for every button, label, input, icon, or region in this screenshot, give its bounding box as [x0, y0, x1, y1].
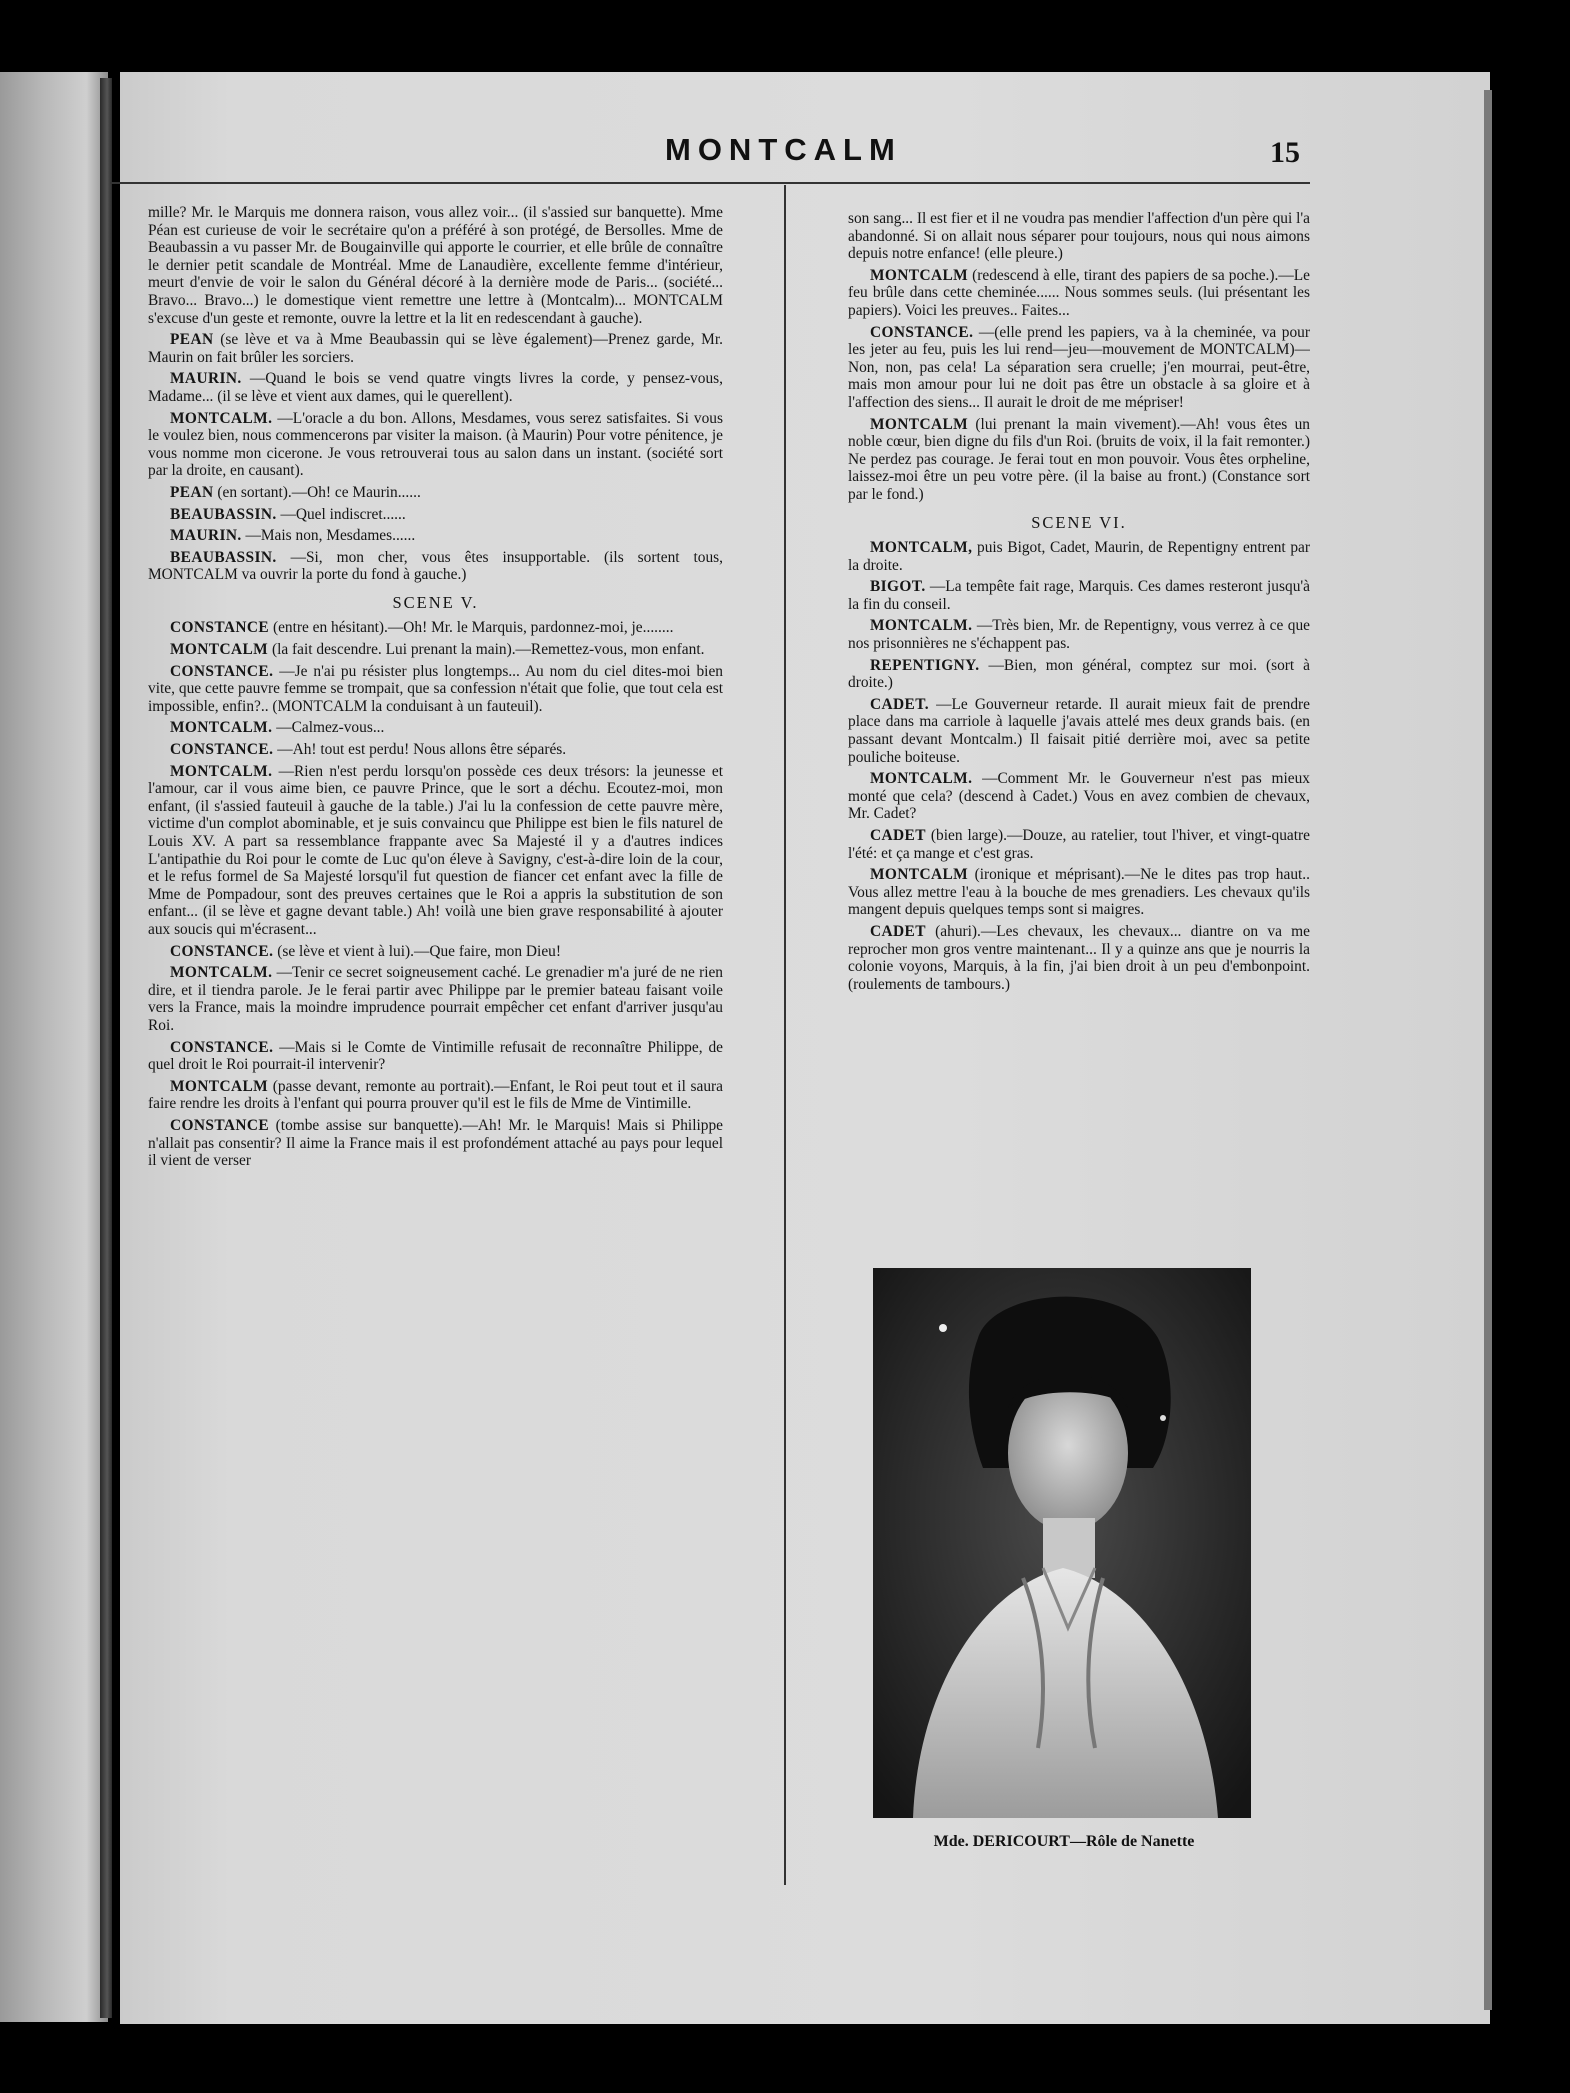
- speaker-name: MONTCALM: [870, 266, 969, 284]
- dialogue-paragraph: [148, 943, 723, 961]
- book-gutter: [100, 78, 112, 2018]
- dialogue-paragraph: [148, 641, 723, 659]
- dialogue-text: —La tempête fait rage, Marquis. Ces dames resteront jusqu'à la fin du conseil.: [848, 578, 1310, 613]
- dialogue-paragraph: [848, 696, 1310, 766]
- photo-caption: Mde. DERICOURT—Rôle de Nanette: [933, 1833, 1195, 1850]
- right-text-column: [848, 210, 1310, 1360]
- scene-heading: SCENE V.: [392, 592, 479, 612]
- dialogue-text: —Rien n'est perdu lorsqu'on possède ces deux trésors: la jeunesse et l'amour, car il vous aime bien, ce pauvre Prince, que le sort a déchu. Ecoutez-moi, mon enfant, (il s'assied fauteuil à gauche de la table.) J'ai lu la confession de cette pauvre mère, victime d'un complot abominable, et je suis convaincu que Philippe est bien le fils naturel de Louis XV. A part sa ressemblance frappante avec Sa Majesté il y a d'autres indices L'antipathie du Roi pour le comte de Luc qu'on éleve à Savigny, c'est-à-dire loin de la cour, et le refus formel de Sa Majesté lorsqu'il fut question de fiancer cet enfant avec la fille de Mme de Pompadour, sont des preuves certaines que le Roi a appris la substitution de son enfant... (il se lève et gagne devant table.) Ah! voilà une bien grave responsabilité à ajouter aux soucis qui m'écrasent...: [148, 762, 723, 938]
- column-divider: [784, 185, 786, 1885]
- dialogue-paragraph: [148, 1078, 723, 1113]
- dialogue-paragraph: [148, 964, 723, 1034]
- dialogue-text: —Mais non, Mesdames......: [245, 527, 416, 545]
- speaker-name: REPENTIGNY.: [870, 656, 980, 674]
- speaker-name: MONTCALM.: [170, 719, 273, 737]
- dialogue-text: (ironique et méprisant).—Ne le dites pas trop haut.. Vous allez mettre l'eau à la bouche de mes grenadiers. Les chevaux qu'ils mangent depuis quelques temps sont si maigres.: [848, 866, 1310, 919]
- speaker-name: MONTCALM: [170, 1077, 269, 1095]
- dialogue-paragraph: [848, 324, 1310, 412]
- left-text-column: [148, 204, 723, 1904]
- dialogue-text: —Quel indiscret......: [280, 505, 406, 523]
- speaker-name: BEAUBASSIN.: [170, 548, 277, 566]
- speaker-name: MONTCALM: [870, 415, 969, 433]
- dialogue-paragraph: [848, 539, 1310, 574]
- dialogue-paragraph: [148, 370, 723, 405]
- speaker-name: MAURIN.: [170, 370, 242, 388]
- speaker-name: CONSTANCE: [170, 619, 270, 637]
- dialogue-paragraph: [148, 527, 723, 545]
- dialogue-text: son sang... Il est fier et il ne voudra pas mendier l'affection d'un père qui l'a abandonné. Si on allait nous séparer pour toujours, nous qui nous aimons depuis notre enfance! (elle pleure.): [848, 210, 1310, 263]
- dialogue-text: (en sortant).—Oh! ce Maurin......: [217, 483, 421, 501]
- speaker-name: CONSTANCE.: [170, 942, 274, 960]
- dialogue-paragraph: [148, 719, 723, 737]
- dialogue-text: (tombe assise sur banquette).—Ah! Mr. le Marquis! Mais si Philippe n'allait pas consentir? Il aime la France mais il est profondément attaché au pays pour lequel il vient de verser: [148, 1116, 723, 1170]
- dialogue-text: —Mais si le Comte de Vintimille refusait de reconnaître Philippe, de quel droit le Roi pourrait-il intervenir?: [148, 1038, 723, 1074]
- dialogue-text: —Très bien, Mr. de Repentigny, vous verrez à ce que nos prisonnières ne s'échappent pas.: [848, 617, 1310, 653]
- dialogue-text: (lui prenant la main vivement).—Ah! vous êtes un noble cœur, bien digne du fils d'un Roi. (bruits de voix, il la fait remonter.) Ne perdez pas courage. Je ferai tout en mon pouvoir. Vous êtes orpheline, laissez-moi être un peu votre père. (il la baise au front.) (Constance sort par le fond.): [848, 415, 1310, 503]
- page-header: [110, 128, 1310, 188]
- page-right-edge: [1484, 90, 1492, 2010]
- dialogue-paragraph: [848, 827, 1310, 862]
- dialogue-text: (passe devant, remonte au portrait).—Enfant, le Roi peut tout et il saura faire rendre les droits à l'enfant qui pourra prouver qu'il est le fils de Mme de Vintimille.: [148, 1077, 723, 1113]
- dialogue-paragraph: [148, 741, 723, 759]
- speaker-name: BEAUBASSIN.: [170, 505, 277, 523]
- facing-page-edge: [0, 72, 108, 2022]
- speaker-name: CONSTANCE.: [170, 741, 274, 759]
- dialogue-text: puis Bigot, Cadet, Maurin, de Repentigny entrent par la droite.: [848, 539, 1310, 574]
- dialogue-paragraph: [148, 484, 723, 502]
- dialogue-text: —(elle prend les papiers, va à la cheminée, va pour les jeter au feu, puis les lui rend—jeu—mouvement de MONTCALM)—Non, non, pas cela! La séparation sera cruelle; j'en mourrai, peut-être, mais mon amour pour lui ne doit pas être un obstacle à sa gloire et à l'affection des siens... Il aurait le droit de me mépriser!: [848, 323, 1310, 411]
- speaker-name: MONTCALM.: [870, 617, 973, 635]
- speaker-name: MONTCALM.: [170, 409, 273, 427]
- dialogue-paragraph: [148, 619, 723, 637]
- speaker-name: MONTCALM.: [170, 964, 273, 982]
- dialogue-text: —Calmez-vous...: [276, 719, 385, 737]
- speaker-name: CONSTANCE.: [870, 323, 974, 341]
- portrait-image: [873, 1268, 1251, 1818]
- dialogue-text: —Le Gouverneur retarde. Il aurait mieux fait de prendre place dans ma carriole à laquelle j'avais attelé mes deux grands bais. (en passant devant Montcalm.) Il faisait pitié derrière moi, avec sa petite pouliche boiteuse.: [848, 695, 1310, 766]
- dialogue-paragraph: [148, 331, 723, 366]
- dialogue-text: mille? Mr. le Marquis me donnera raison, vous allez voir... (il s'assied sur banquette). Mme Péan est curieuse de voir le secrétaire qu'on a préféré à son protégé, de Bersolles. Mme de Beaubassin a vu passer Mr. de Bougainville qui apporte le courrier, et elle brûle de connaître le dernier petit scandale de Montréal. Mme de Lanaudière, excellente femme d'intérieur, meurt d'envie de voir le salon du Général décoré à la dernière mode de Paris... (société... Bravo... Bravo...) le domestique vient remettre une lettre à (Montcalm)... MONTCALM s'excuse d'un geste et remonte, ouvre la lettre et la lit en redescendant à gauche).: [148, 204, 723, 327]
- speaker-name: CONSTANCE.: [170, 1038, 274, 1056]
- speaker-name: CONSTANCE: [170, 1116, 270, 1134]
- dialogue-paragraph: [848, 866, 1310, 919]
- dialogue-paragraph: [848, 617, 1310, 652]
- speaker-name: MONTCALM.: [170, 762, 273, 780]
- speaker-name: MONTCALM: [170, 641, 269, 659]
- dialogue-paragraph: [848, 210, 1310, 263]
- dialogue-paragraph: [848, 416, 1310, 504]
- speaker-name: PEAN: [170, 331, 214, 349]
- dialogue-paragraph: [148, 1039, 723, 1074]
- dialogue-paragraph: [148, 763, 723, 939]
- dialogue-paragraph: [148, 204, 723, 327]
- dialogue-text: —Quand le bois se vend quatre vingts livres la corde, y pensez-vous, Madame... (il se lève et vient aux dames, qui le querellent).: [148, 370, 723, 405]
- scene-heading: SCENE VI.: [1031, 512, 1127, 532]
- dialogue-paragraph: [148, 549, 723, 584]
- dialogue-text: (redescend à elle, tirant des papiers de sa poche.).—Le feu brûle dans cette cheminée...... Nous sommes seuls. (lui présentant les papiers). Voici les preuves.. Faites...: [848, 266, 1310, 319]
- running-title: MONTCALM: [665, 132, 902, 167]
- dialogue-text: (ahuri).—Les chevaux, les chevaux... diantre on va me reprocher mon gros ventre maintenant... Il y a quinze ans que je nourris la colonie voyons, Marquis, à la fin, j'ai bien droit à un peu d'embonpoint. (roulements de tambours.): [848, 922, 1310, 993]
- page-number: 15: [1270, 136, 1300, 169]
- dialogue-paragraph: [848, 923, 1310, 993]
- dialogue-text: —Tenir ce secret soigneusement caché. Le grenadier m'a juré de ne rien dire, et il tiendra parole. Je le ferai partir avec Philippe par le premier bateau faisant voile vers la France, mais la moindre imprudence pourrait empêcher cet enfant d'arriver jusqu'au Roi.: [148, 964, 723, 1034]
- dialogue-paragraph: [148, 1117, 723, 1170]
- speaker-name: PEAN: [170, 483, 214, 501]
- header-rule: [110, 182, 1310, 184]
- speaker-name: MONTCALM,: [870, 539, 973, 557]
- dialogue-text: (se lève et vient à lui).—Que faire, mon Dieu!: [277, 942, 561, 960]
- portrait-photo: [873, 1268, 1251, 1818]
- dialogue-paragraph: [848, 770, 1310, 823]
- dialogue-text: (bien large).—Douze, au ratelier, tout l'hiver, et vingt-quatre l'été: et ça mange et c'est gras.: [848, 827, 1310, 862]
- dialogue-text: —Je n'ai pu résister plus longtemps... Au nom du ciel dites-moi bien vite, que cette pauvre femme se trompait, que sa confession n'était que folie, que tout cela est impossible, enfin?.. (MONTCALM la conduisant à un fauteuil).: [148, 662, 723, 715]
- dialogue-text: —L'oracle a du bon. Allons, Mesdames, vous serez satisfaites. Si vous le voulez bien, nous commencerons par visiter la maison. (à Maurin) Pour votre pénitence, je vous nomme mon cicerone. Je vous retrouverai tous au salon dans un instant. (société sort par la droite, en causant).: [148, 409, 723, 480]
- speaker-name: MAURIN.: [170, 527, 242, 545]
- dialogue-paragraph: [848, 267, 1310, 320]
- dialogue-paragraph: [848, 657, 1310, 692]
- speaker-name: BIGOT.: [870, 578, 926, 596]
- dialogue-text: —Comment Mr. le Gouverneur n'est pas mieux monté que cela? (descend à Cadet.) Vous en avez combien de chevaux, Mr. Cadet?: [848, 770, 1310, 823]
- speaker-name: MONTCALM.: [870, 770, 973, 788]
- dialogue-text: —Si, mon cher, vous êtes insupportable. (ils sortent tous, MONTCALM va ouvrir la porte du fond à gauche.): [148, 548, 723, 584]
- speaker-name: CONSTANCE.: [170, 662, 274, 680]
- speaker-name: CADET: [870, 922, 926, 940]
- dialogue-paragraph: [148, 663, 723, 716]
- dialogue-paragraph: [148, 506, 723, 524]
- dialogue-text: (entre en hésitant).—Oh! Mr. le Marquis, pardonnez-moi, je........: [272, 619, 674, 637]
- dialogue-text: —Bien, mon général, comptez sur moi. (sort à droite.): [848, 656, 1310, 692]
- dialogue-text: (la fait descendre. Lui prenant la main).—Remettez-vous, mon enfant.: [271, 641, 705, 659]
- dialogue-paragraph: [148, 410, 723, 480]
- dialogue-text: —Ah! tout est perdu! Nous allons être séparés.: [277, 741, 567, 759]
- dialogue-text: (se lève et va à Mme Beaubassin qui se lève également)—Prenez garde, Mr. Maurin on fait brûler les sorciers.: [148, 331, 723, 366]
- speaker-name: CADET.: [870, 695, 929, 713]
- dialogue-paragraph: [848, 578, 1310, 613]
- speaker-name: CADET: [870, 827, 926, 844]
- speaker-name: MONTCALM: [870, 866, 969, 884]
